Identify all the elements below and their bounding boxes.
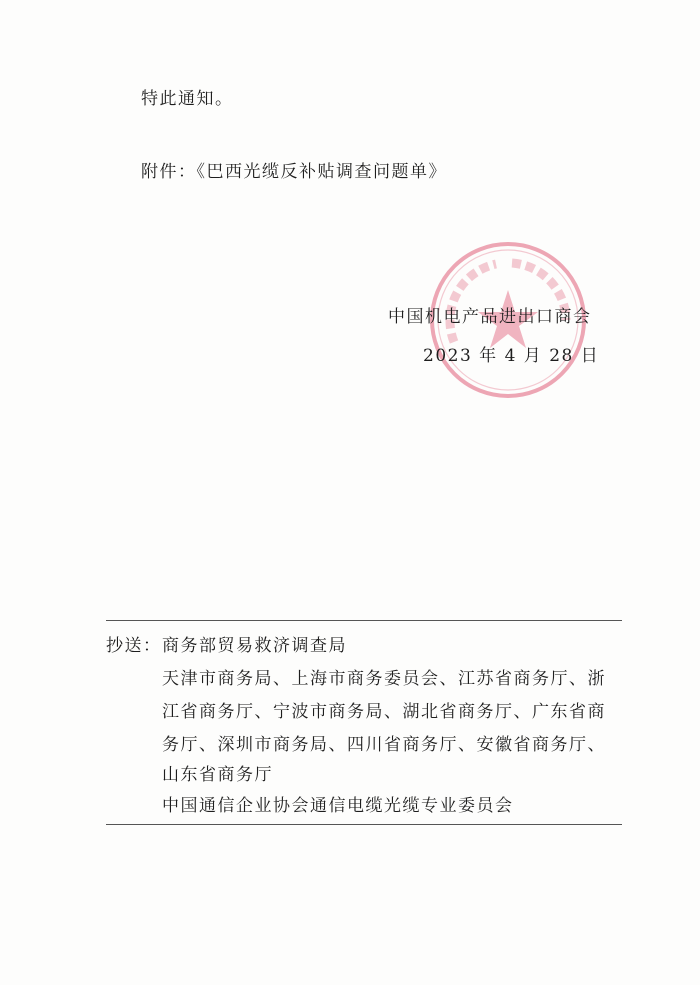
attachment-line: 附件：《巴西光缆反补贴调查问题单》 xyxy=(141,162,447,182)
issue-date: 2023 年 4 月 28 日 xyxy=(423,346,600,366)
cc-label: 抄送： xyxy=(106,636,162,656)
cc-last-recipient: 中国通信企业协会通信电缆光缆专业委员会 xyxy=(162,796,514,816)
cc-top-divider xyxy=(106,620,622,621)
cc-bottom-divider xyxy=(106,824,622,825)
cc-primary-recipient: 商务部贸易救济调查局 xyxy=(162,636,347,656)
cc-recipient-line: 山东省商务厅 xyxy=(162,765,273,785)
sender-organization: 中国机电产品进出口商会 xyxy=(388,307,592,327)
closing-text: 特此通知。 xyxy=(141,89,234,109)
cc-recipient-line: 务厅、深圳市商务局、四川省商务厅、安徽省商务厅、 xyxy=(162,735,606,755)
cc-recipient-line: 江省商务厅、宁波市商务局、湖北省商务厅、广东省商 xyxy=(162,702,606,722)
cc-recipient-line: 天津市商务局、上海市商务委员会、江苏省商务厅、浙 xyxy=(162,669,606,689)
